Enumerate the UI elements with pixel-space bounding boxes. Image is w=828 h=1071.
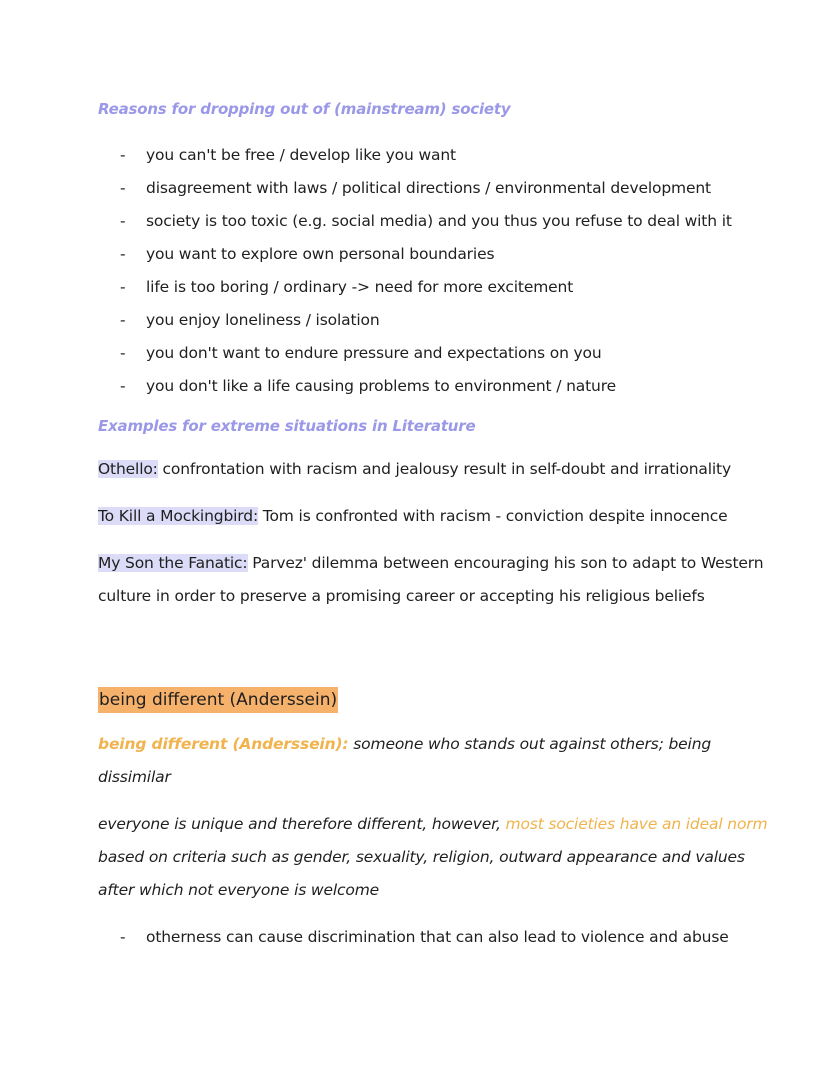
section-heading-examples: Examples for extreme situations in Literature [98, 417, 476, 435]
example-othello: Othello: confrontation with racism and jealousy result in self-doubt and irrationality [98, 460, 732, 478]
example-my-son-the-fanatic: My Son the Fanatic: Parvez' dilemma between encouraging his son to adapt to Western culture in order to preserve a promising career or accepting his religious beliefs [98, 554, 764, 605]
section-heading-reasons: Reasons for dropping out of (mainstream) society [98, 100, 511, 118]
list-item: - life is too boring / ordinary -> need for more excitement [120, 278, 574, 296]
definition-term: being different (Anderssein): [98, 735, 349, 753]
example-title: My Son the Fanatic: [98, 554, 248, 572]
list-item: - otherness can cause discrimination that can also lead to violence and abuse [120, 928, 729, 946]
reasons-list [98, 139, 778, 403]
otherness-list [98, 921, 778, 954]
list-item: - society is too toxic (e.g. social media) and you thus you refuse to deal with it [120, 212, 732, 230]
example-title: To Kill a Mockingbird: [98, 507, 259, 525]
list-item: - you can't be free / develop like you want [120, 146, 456, 164]
document-page [98, 96, 778, 954]
list-item: - you want to explore own personal boundaries [120, 245, 495, 263]
list-item: - you don't like a life causing problems to environment / nature [120, 377, 616, 395]
example-title: Othello: [98, 460, 158, 478]
example-mockingbird: To Kill a Mockingbird: Tom is confronted with racism - conviction despite innocence [98, 507, 728, 525]
section-heading-being-different: being different (Anderssein) [98, 687, 778, 713]
definition-paragraph: being different (Anderssein): someone who stands out against others; being dissimilar [98, 735, 712, 786]
list-item: - disagreement with laws / political directions / environmental development [120, 179, 711, 197]
list-item: - you enjoy loneliness / isolation [120, 311, 380, 329]
list-item: - you don't want to endure pressure and expectations on you [120, 344, 602, 362]
highlighted-phrase: most societies have an ideal norm [505, 815, 768, 833]
otherness-paragraph: everyone is unique and therefore different, however, most societies have an ideal norm based on criteria such as gender, sexuality, religion, outward appearance and values after which not everyone is welcome [98, 815, 768, 899]
